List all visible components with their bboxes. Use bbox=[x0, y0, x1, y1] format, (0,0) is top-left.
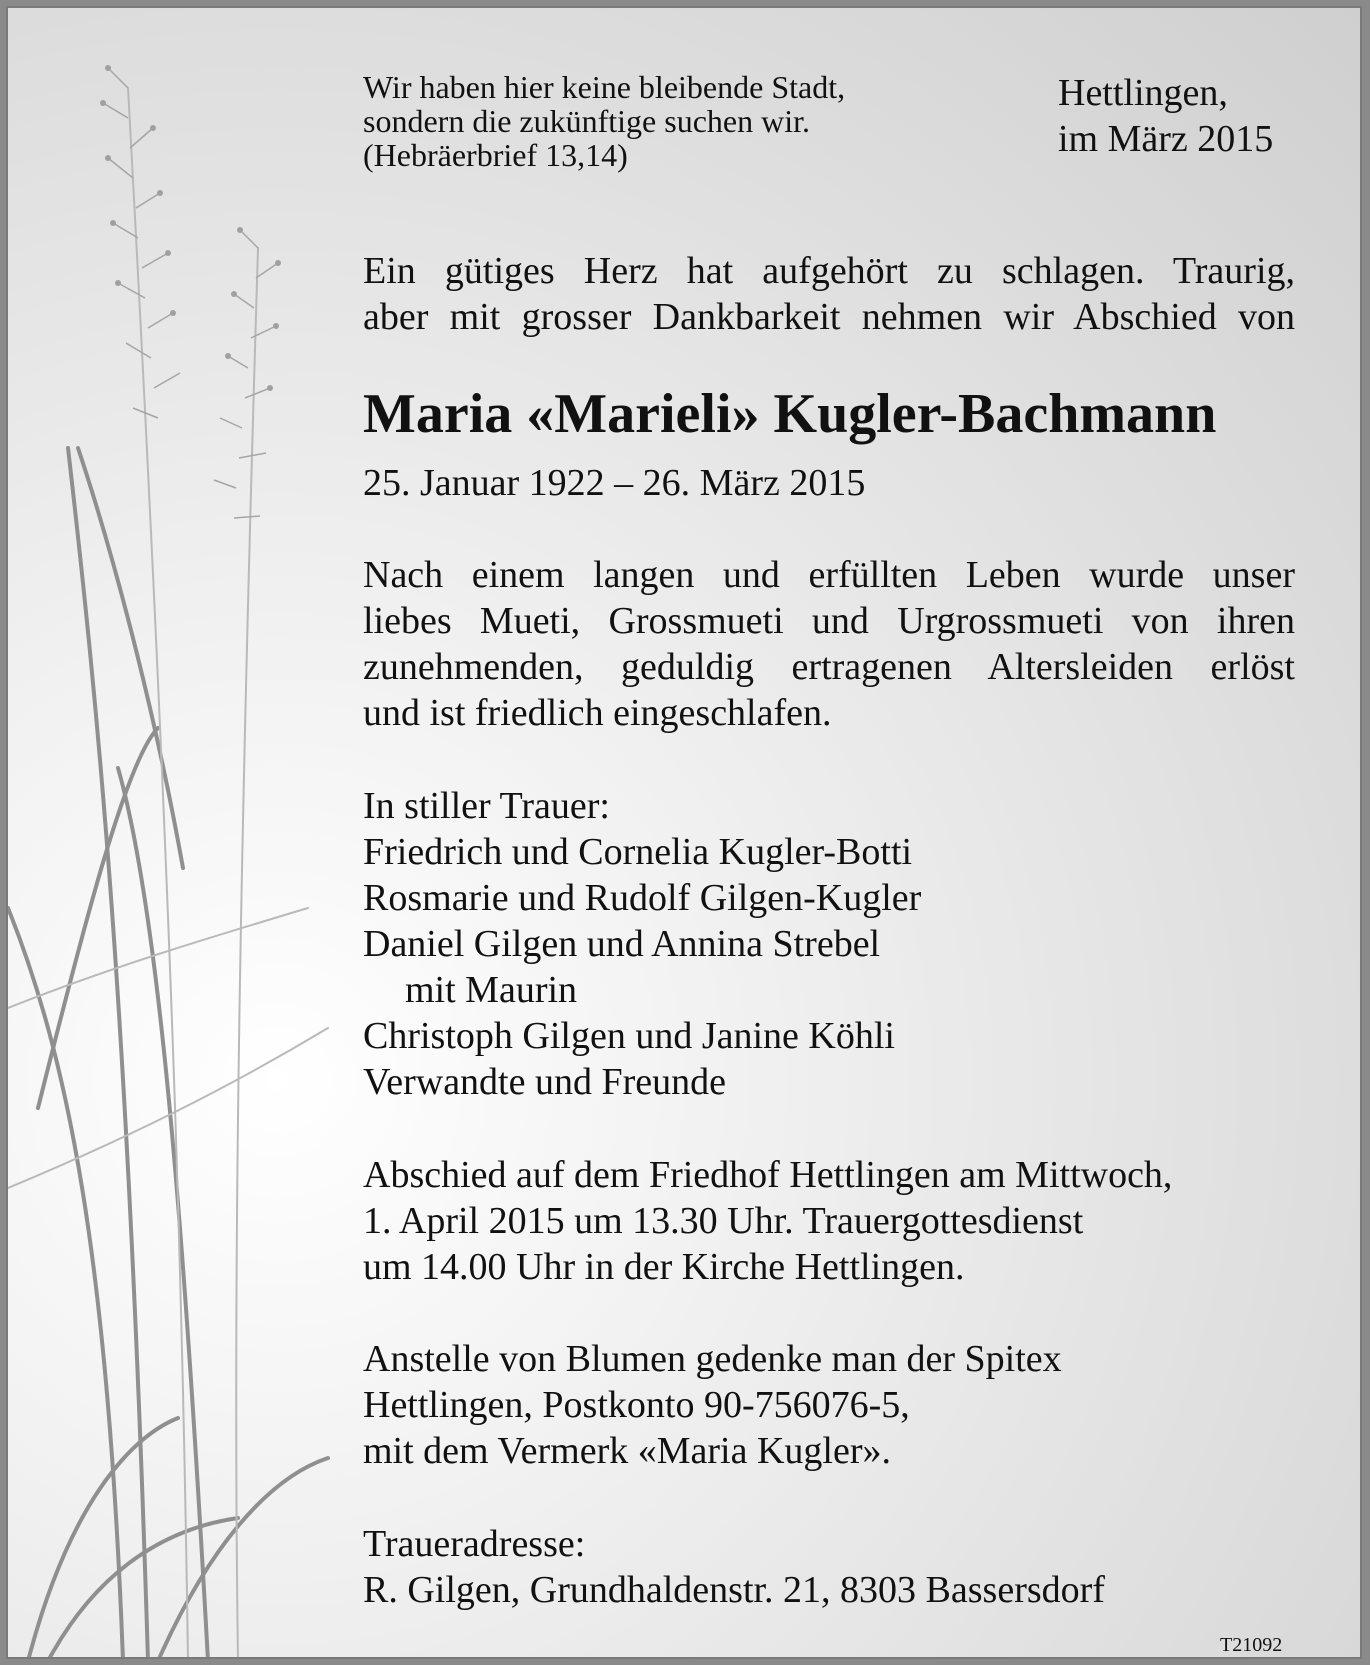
body-line: zunehmenden, geduldig ertragenen Altersleiden erlöst bbox=[363, 646, 1295, 688]
quote-line: sondern die zukünftige suchen wir. bbox=[363, 103, 810, 139]
intro-line: aber mit grosser Dankbarkeit nehmen wir Abschied von bbox=[363, 296, 1295, 338]
funeral-info bbox=[363, 1152, 1295, 1290]
funeral-line: Abschied auf dem Friedhof Hettlingen am Mittwoch, bbox=[363, 1154, 1173, 1196]
donation-info bbox=[363, 1336, 1295, 1474]
obituary-body bbox=[363, 552, 1295, 736]
mourning-address bbox=[363, 1521, 1295, 1613]
body-line: Nach einem langen und erfüllten Leben wurde unser bbox=[363, 554, 1295, 596]
place-date bbox=[1058, 70, 1273, 162]
body-line: und ist friedlich eingeschlafen. bbox=[363, 692, 832, 734]
mourners-list bbox=[363, 783, 1295, 1105]
address-line: R. Gilgen, Grundhaldenstr. 21, 8303 Bassersdorf bbox=[363, 1569, 1105, 1611]
life-dates: 25. Januar 1922 – 26. März 2015 bbox=[363, 462, 866, 504]
address-heading: Traueradresse: bbox=[363, 1523, 586, 1565]
place: Hettlingen, bbox=[1058, 72, 1228, 114]
mourner-name: mit Maurin bbox=[405, 969, 578, 1011]
deceased-name: Maria «Marieli» Kugler-Bachmann bbox=[363, 383, 1217, 445]
donation-line: mit dem Vermerk «Maria Kugler». bbox=[363, 1430, 891, 1472]
mourner-name: Christoph Gilgen und Janine Köhli bbox=[363, 1015, 895, 1057]
donation-line: Hettlingen, Postkonto 90-756076-5, bbox=[363, 1384, 910, 1426]
mourner-name: Verwandte und Freunde bbox=[363, 1061, 727, 1103]
intro-line: Ein gütiges Herz hat aufgehört zu schlagen. Traurig, bbox=[363, 250, 1295, 292]
mourner-name: Friedrich und Cornelia Kugler-Botti bbox=[363, 831, 913, 873]
obituary-notice bbox=[6, 6, 1362, 1659]
intro-text bbox=[363, 248, 1295, 340]
grass-decoration bbox=[8, 8, 388, 1659]
quote-line: (Hebräerbrief 13,14) bbox=[363, 137, 628, 173]
mourner-name: Daniel Gilgen und Annina Strebel bbox=[363, 923, 881, 965]
mourners-heading: In stiller Trauer: bbox=[363, 785, 610, 827]
funeral-line: um 14.00 Uhr in der Kirche Hettlingen. bbox=[363, 1246, 965, 1288]
donation-line: Anstelle von Blumen gedenke man der Spitex bbox=[363, 1338, 1062, 1380]
mourner-name: Rosmarie und Rudolf Gilgen-Kugler bbox=[363, 877, 922, 919]
quote-line: Wir haben hier keine bleibende Stadt, bbox=[363, 69, 846, 105]
body-line: liebes Mueti, Grossmueti und Urgrossmueti von ihren bbox=[363, 600, 1295, 642]
date: im März 2015 bbox=[1058, 118, 1274, 160]
bible-quote bbox=[363, 70, 923, 172]
reference-code: T21092 bbox=[1220, 1634, 1283, 1656]
funeral-line: 1. April 2015 um 13.30 Uhr. Trauergottesdienst bbox=[363, 1200, 1084, 1242]
